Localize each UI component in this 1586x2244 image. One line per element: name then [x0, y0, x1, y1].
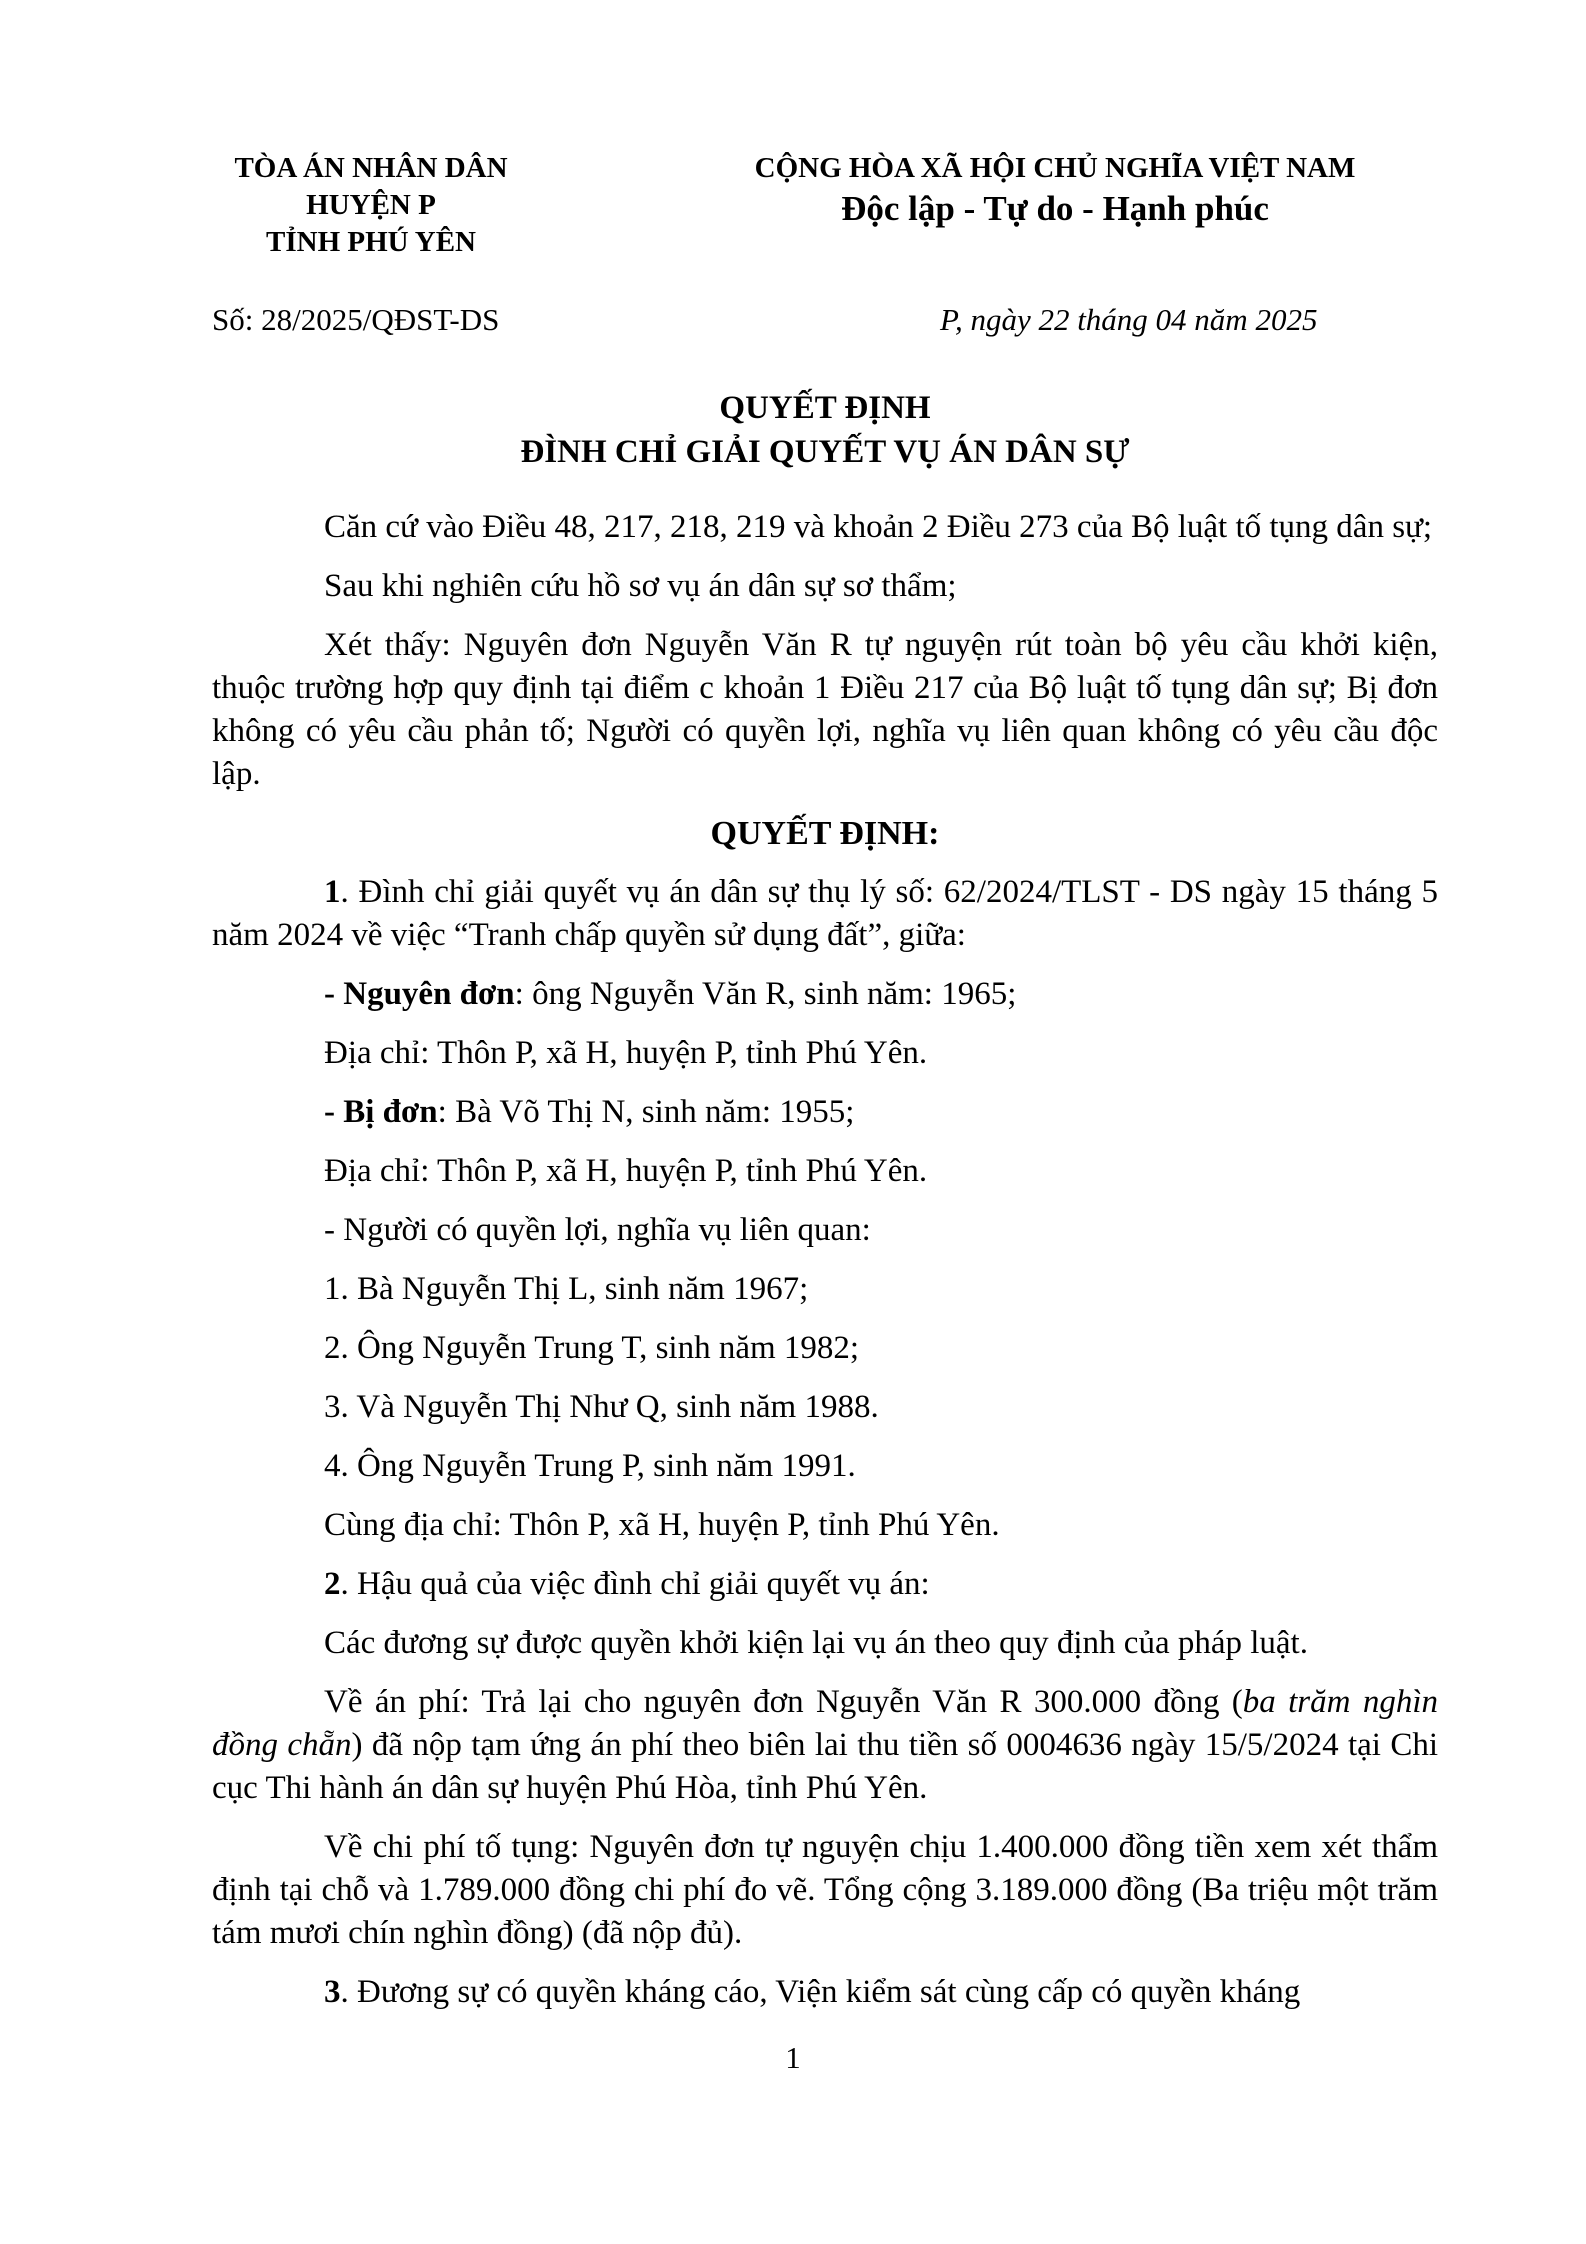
related-parties-address: Cùng địa chỉ: Thôn P, xã H, huyện P, tỉnh Phú Yên.: [324, 1507, 1000, 1543]
related-party: 4. Ông Nguyễn Trung P, sinh năm 1991.: [324, 1448, 856, 1484]
defendant-text: : Bà Võ Thị N, sinh năm: 1955;: [437, 1094, 855, 1130]
fee-text: Về án phí: Trả lại cho nguyên đơn Nguyễn Văn R 300.000 đồng (: [324, 1684, 1243, 1720]
item-number: 3: [324, 1974, 341, 2010]
fee-text: ) đã nộp tạm ứng án phí theo biên lai thu tiền số 0004636 ngày 15/5/2024 tại Chi cục Thi hành án dân sự huyện Phú Hòa, tỉnh Phú Yên.: [212, 1727, 1438, 1806]
document-date: P, ngày 22 tháng 04 năm 2025: [940, 302, 1318, 337]
fee-amount-words: ba trăm nghìn đồng chẵn: [212, 1684, 1438, 1763]
plaintiff-address: Địa chỉ: Thôn P, xã H, huyện P, tỉnh Phú Yên.: [324, 1035, 928, 1071]
nation-name: CỘNG HÒA XÃ HỘI CHỦ NGHĨA VIỆT NAM: [754, 152, 1356, 184]
legal-basis-paragraph: Căn cứ vào Điều 48, 217, 218, 219 và khoản 2 Điều 273 của Bộ luật tố tụng dân sự;: [324, 509, 1433, 545]
procedural-costs-paragraph: Về chi phí tố tụng: Nguyên đơn tự nguyện chịu 1.400.000 đồng tiền xem xét thẩm định tại chỗ và 1.789.000 đồng chi phí đo vẽ. Tổng cộng 3.189.000 đồng (Ba triệu một trăm tám mươi chín nghìn đồng) (đã nộp đủ).: [212, 1829, 1438, 1951]
document-body: [212, 506, 1438, 2030]
defendant-line: [212, 1091, 1438, 1134]
item-text: . Hậu quả của việc đình chỉ giải quyết vụ án:: [340, 1566, 930, 1602]
plaintiff-line: [212, 973, 1438, 1016]
related-parties-heading: - Người có quyền lợi, nghĩa vụ liên quan:: [324, 1212, 871, 1248]
defendant-label: Bị đơn: [343, 1094, 438, 1130]
national-motto: Độc lập - Tự do - Hạnh phúc: [841, 189, 1269, 228]
re-file-right-paragraph: Các đương sự được quyền khởi kiện lại vụ án theo quy định của pháp luật.: [324, 1625, 1308, 1661]
item-number: 1: [324, 874, 341, 910]
court-fee-paragraph: [212, 1681, 1438, 1810]
review-paragraph: Sau khi nghiên cứu hồ sơ vụ án dân sự sơ thẩm;: [324, 568, 957, 604]
item-text: . Đương sự có quyền kháng cáo, Viện kiểm sát cùng cấp có quyền kháng: [340, 1974, 1301, 2010]
document-number: Số: 28/2025/QĐST-DS: [212, 302, 500, 337]
page-number: 1: [785, 2040, 801, 2075]
defendant-address: Địa chỉ: Thôn P, xã H, huyện P, tỉnh Phú Yên.: [324, 1153, 928, 1189]
document-title: QUYẾT ĐỊNH: [719, 390, 931, 426]
plaintiff-label: Nguyên đơn: [343, 976, 515, 1012]
decision-item-3: [212, 1971, 1438, 2014]
document-subtitle: ĐÌNH CHỈ GIẢI QUYẾT VỤ ÁN DÂN SỰ: [520, 434, 1130, 470]
decision-item-1: [212, 871, 1438, 957]
plaintiff-text: : ông Nguyễn Văn R, sinh năm: 1965;: [514, 976, 1017, 1012]
related-party: 3. Và Nguyễn Thị Như Q, sinh năm 1988.: [324, 1389, 879, 1425]
court-line: TÒA ÁN NHÂN DÂN: [234, 152, 508, 184]
decision-heading: QUYẾT ĐỊNH:: [710, 815, 940, 852]
item-number: 2: [324, 1566, 341, 1602]
item-text: . Đình chỉ giải quyết vụ án dân sự thụ lý số: 62/2024/TLST - DS ngày 15 tháng 5 năm 2024 về việc “Tranh chấp quyền sử dụng đất”, giữa:: [212, 874, 1438, 953]
nation-block: [700, 150, 1410, 231]
defendant-prefix: -: [324, 1094, 344, 1130]
court-name-block: [196, 150, 546, 261]
decision-item-2: [212, 1563, 1438, 1606]
consideration-paragraph: Xét thấy: Nguyên đơn Nguyễn Văn R tự nguyện rút toàn bộ yêu cầu khởi kiện, thuộc trường hợp quy định tại điểm c khoản 1 Điều 217 của Bộ luật tố tụng dân sự; Bị đơn không có yêu cầu phản tố; Người có quyền lợi, nghĩa vụ liên quan không có yêu cầu độc lập.: [212, 627, 1438, 792]
court-line: TỈNH PHÚ YÊN: [266, 226, 476, 258]
related-party: 1. Bà Nguyễn Thị L, sinh năm 1967;: [324, 1271, 809, 1307]
court-line: HUYỆN P: [306, 189, 436, 221]
plaintiff-prefix: -: [324, 976, 344, 1012]
related-party: 2. Ông Nguyễn Trung T, sinh năm 1982;: [324, 1330, 860, 1366]
